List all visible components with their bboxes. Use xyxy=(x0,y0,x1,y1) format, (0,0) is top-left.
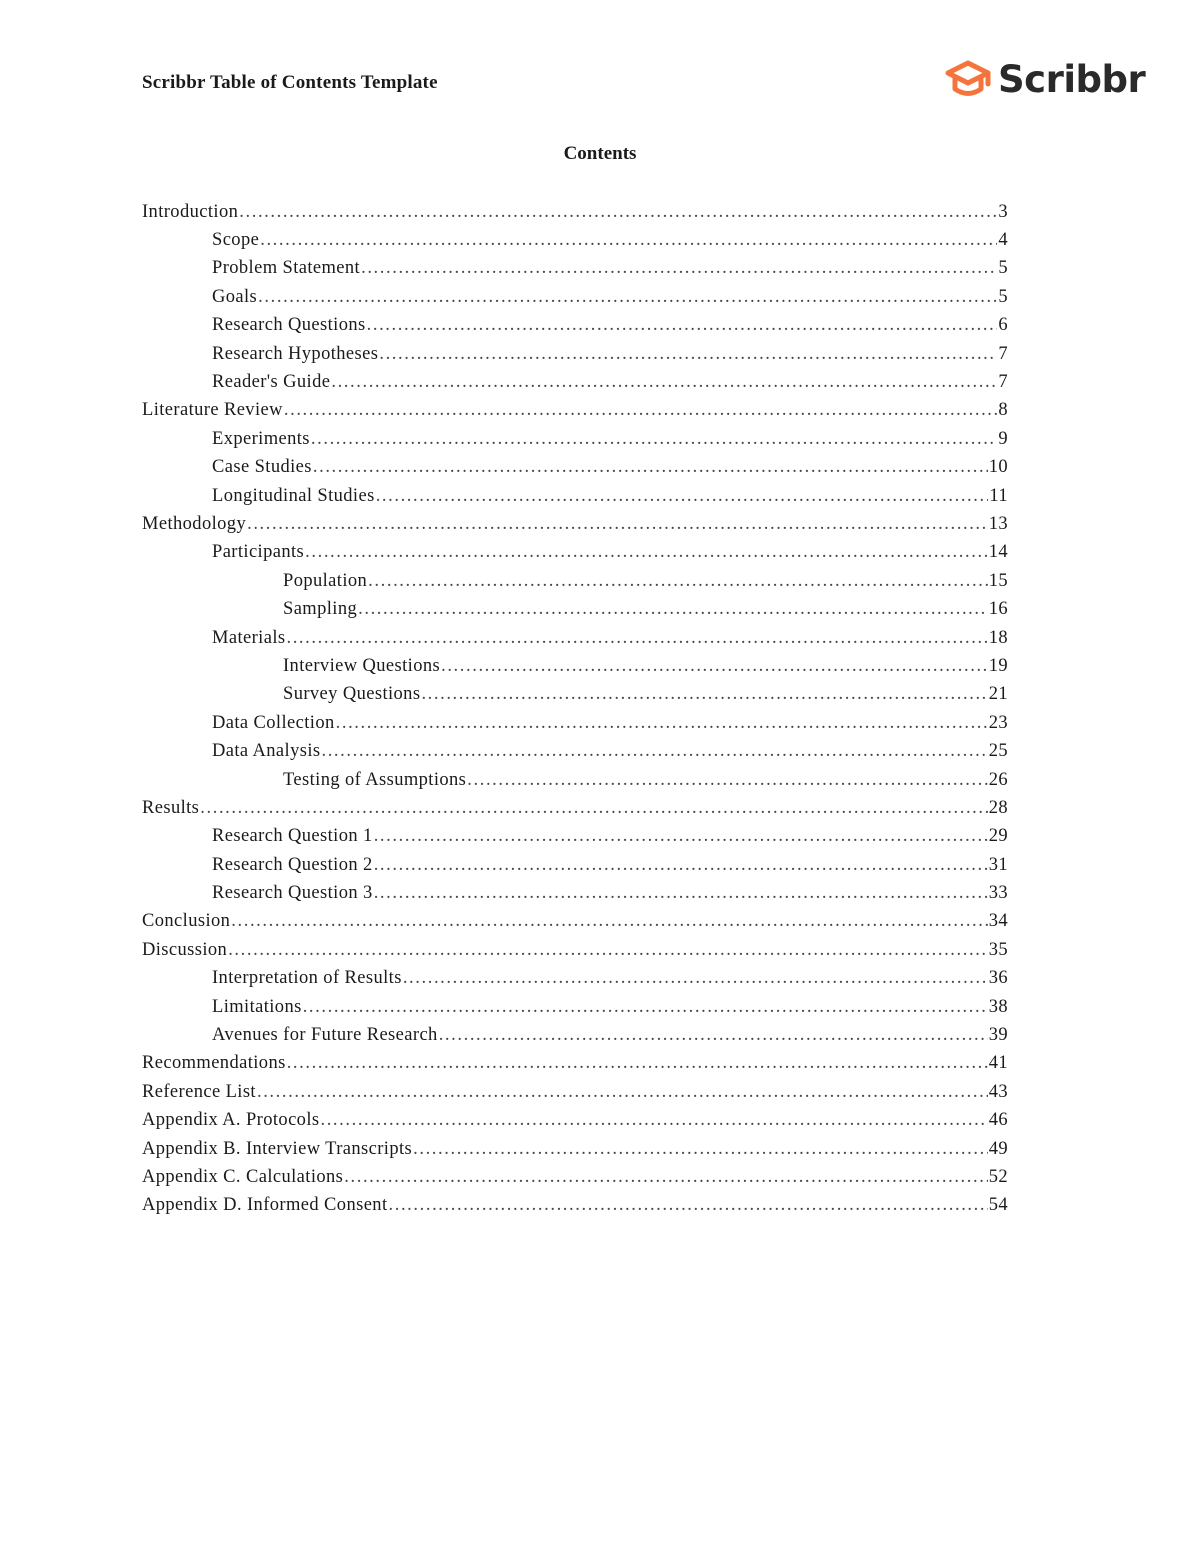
toc-entry-page: 39 xyxy=(988,1025,1008,1046)
toc-entry-page: 43 xyxy=(988,1081,1008,1102)
toc-entry-page: 49 xyxy=(988,1138,1008,1159)
toc-entry-title: Literature Review xyxy=(142,400,283,421)
toc-entry-title: Conclusion xyxy=(142,911,231,932)
toc-entry-title: Population xyxy=(283,570,368,591)
toc-entry-title: Goals xyxy=(212,286,258,307)
toc-entry-page: 18 xyxy=(988,627,1008,648)
toc-dot-leader xyxy=(258,287,997,308)
toc-entry[interactable] xyxy=(142,454,1008,482)
toc-entry-title: Introduction xyxy=(142,201,239,222)
toc-entry[interactable] xyxy=(142,226,1008,254)
toc-dot-leader xyxy=(376,486,989,507)
toc-entry-title: Participants xyxy=(212,542,305,563)
toc-entry[interactable] xyxy=(142,312,1008,340)
toc-dot-leader xyxy=(313,457,988,478)
toc-entry-title: Research Questions xyxy=(212,315,366,336)
toc-entry[interactable] xyxy=(142,482,1008,510)
toc-entry-page: 31 xyxy=(988,854,1008,875)
toc-entry-page: 38 xyxy=(988,996,1008,1017)
scribbr-logo xyxy=(944,58,1145,100)
toc-entry-title: Methodology xyxy=(142,513,247,534)
toc-entry-title: Interview Questions xyxy=(283,655,441,676)
toc-dot-leader xyxy=(374,855,988,876)
toc-dot-leader xyxy=(358,599,988,620)
toc-entry-title: Appendix B. Interview Transcripts xyxy=(142,1138,413,1159)
toc-entry[interactable] xyxy=(142,1078,1008,1106)
toc-entry-page: 9 xyxy=(998,428,1008,449)
toc-entry-title: Problem Statement xyxy=(212,258,361,279)
toc-entry-title: Discussion xyxy=(142,939,228,960)
toc-entry-title: Appendix D. Informed Consent xyxy=(142,1195,388,1216)
toc-entry[interactable] xyxy=(142,624,1008,652)
toc-entry-page: 21 xyxy=(988,684,1008,705)
document-header-title: Scribbr Table of Contents Template xyxy=(142,72,438,93)
toc-entry[interactable] xyxy=(142,908,1008,936)
logo-wordmark: Scribbr xyxy=(998,57,1146,101)
toc-entry-title: Data Analysis xyxy=(212,741,321,762)
toc-entry[interactable] xyxy=(142,425,1008,453)
toc-dot-leader xyxy=(439,1025,988,1046)
toc-entry-title: Recommendations xyxy=(142,1053,286,1074)
toc-entry-title: Interpretation of Results xyxy=(212,968,402,989)
toc-entry-title: Survey Questions xyxy=(283,684,421,705)
toc-dot-leader xyxy=(247,514,988,535)
toc-entry-page: 26 xyxy=(988,769,1008,790)
toc-entry[interactable] xyxy=(142,1163,1008,1191)
toc-entry[interactable] xyxy=(142,397,1008,425)
toc-entry-page: 15 xyxy=(988,570,1008,591)
toc-entry-page: 33 xyxy=(988,883,1008,904)
toc-entry[interactable] xyxy=(142,993,1008,1021)
toc-entry-page: 52 xyxy=(988,1166,1008,1187)
toc-dot-leader xyxy=(303,997,988,1018)
toc-dot-leader xyxy=(287,1053,988,1074)
toc-dot-leader xyxy=(260,230,997,251)
toc-dot-leader xyxy=(367,315,998,336)
toc-dot-leader xyxy=(311,429,997,450)
graduation-cap-icon xyxy=(944,58,992,100)
toc-entry[interactable] xyxy=(142,1135,1008,1163)
toc-entry-page: 23 xyxy=(988,712,1008,733)
toc-entry[interactable] xyxy=(142,1192,1008,1220)
toc-entry-page: 13 xyxy=(988,513,1008,534)
toc-entry[interactable] xyxy=(142,1021,1008,1049)
toc-entry-title: Experiments xyxy=(212,428,310,449)
toc-entry[interactable] xyxy=(142,965,1008,993)
toc-entry-page: 6 xyxy=(998,315,1008,336)
toc-entry-page: 46 xyxy=(988,1110,1008,1131)
toc-dot-leader xyxy=(421,684,987,705)
toc-entry-title: Research Hypotheses xyxy=(212,343,379,364)
toc-entry-page: 8 xyxy=(998,400,1008,421)
toc-entry-title: Testing of Assumptions xyxy=(283,769,467,790)
toc-entry-page: 3 xyxy=(998,201,1008,222)
toc-entry-page: 29 xyxy=(988,826,1008,847)
toc-entry-title: Reference List xyxy=(142,1081,256,1102)
toc-entry-page: 5 xyxy=(998,286,1008,307)
toc-entry[interactable] xyxy=(142,567,1008,595)
toc-entry[interactable] xyxy=(142,879,1008,907)
toc-entry[interactable] xyxy=(142,283,1008,311)
toc-entry-title: Appendix C. Calculations xyxy=(142,1166,344,1187)
toc-dot-leader xyxy=(374,826,988,847)
toc-dot-leader xyxy=(284,400,997,421)
toc-dot-leader xyxy=(361,258,997,279)
toc-entry-title: Sampling xyxy=(283,599,358,620)
toc-entry[interactable] xyxy=(142,1107,1008,1135)
toc-entry-page: 7 xyxy=(998,343,1008,364)
toc-dot-leader xyxy=(441,656,988,677)
toc-entry-page: 41 xyxy=(988,1053,1008,1074)
toc-entry-page: 14 xyxy=(988,542,1008,563)
toc-entry-title: Scope xyxy=(212,230,260,251)
toc-entry-title: Reader's Guide xyxy=(212,372,331,393)
toc-dot-leader xyxy=(200,798,987,819)
toc-entry[interactable] xyxy=(142,681,1008,709)
toc-entry[interactable] xyxy=(142,539,1008,567)
toc-entry[interactable] xyxy=(142,709,1008,737)
toc-entry-title: Avenues for Future Research xyxy=(212,1025,438,1046)
toc-entry-title: Research Question 1 xyxy=(212,826,373,847)
toc-dot-leader xyxy=(257,1082,988,1103)
toc-entry-title: Results xyxy=(142,797,200,818)
toc-entry[interactable] xyxy=(142,794,1008,822)
toc-entry-page: 4 xyxy=(998,230,1008,251)
toc-entry[interactable] xyxy=(142,936,1008,964)
toc-dot-leader xyxy=(379,344,997,365)
toc-dot-leader xyxy=(331,372,997,393)
toc-entry-page: 35 xyxy=(988,939,1008,960)
toc-entry-page: 10 xyxy=(988,457,1008,478)
toc-entry-title: Research Question 3 xyxy=(212,883,373,904)
toc-entry-title: Limitations xyxy=(212,996,302,1017)
toc-entry[interactable] xyxy=(142,652,1008,680)
toc-entry-page: 28 xyxy=(988,797,1008,818)
toc-entry[interactable] xyxy=(142,340,1008,368)
toc-entry[interactable] xyxy=(142,737,1008,765)
toc-dot-leader xyxy=(403,968,988,989)
toc-entry-page: 7 xyxy=(998,372,1008,393)
toc-dot-leader xyxy=(344,1167,987,1188)
toc-entry[interactable] xyxy=(142,595,1008,623)
toc-dot-leader xyxy=(467,770,987,791)
toc-entry-page: 54 xyxy=(988,1195,1008,1216)
table-of-contents xyxy=(142,198,1008,1220)
toc-entry-page: 19 xyxy=(988,655,1008,676)
toc-dot-leader xyxy=(321,741,987,762)
toc-dot-leader xyxy=(320,1110,987,1131)
toc-dot-leader xyxy=(239,202,997,223)
toc-entry[interactable] xyxy=(142,1050,1008,1078)
toc-dot-leader xyxy=(305,542,988,563)
toc-entry-page: 11 xyxy=(989,485,1008,506)
toc-entry-page: 5 xyxy=(998,258,1008,279)
toc-dot-leader xyxy=(228,940,987,961)
toc-entry-page: 34 xyxy=(988,911,1008,932)
toc-entry-page: 16 xyxy=(988,599,1008,620)
toc-dot-leader xyxy=(368,571,988,592)
toc-entry[interactable] xyxy=(142,198,1008,226)
toc-entry-title: Longitudinal Studies xyxy=(212,485,375,506)
toc-entry[interactable] xyxy=(142,823,1008,851)
toc-entry-title: Case Studies xyxy=(212,457,312,478)
toc-entry[interactable] xyxy=(142,851,1008,879)
toc-entry-title: Research Question 2 xyxy=(212,854,373,875)
contents-heading: Contents xyxy=(563,143,637,164)
toc-entry-title: Data Collection xyxy=(212,712,335,733)
toc-entry-title: Appendix A. Protocols xyxy=(142,1110,320,1131)
toc-dot-leader xyxy=(231,911,987,932)
toc-entry-page: 25 xyxy=(988,741,1008,762)
toc-entry[interactable] xyxy=(142,766,1008,794)
toc-entry[interactable] xyxy=(142,368,1008,396)
toc-dot-leader xyxy=(336,713,988,734)
toc-entry-page: 36 xyxy=(988,968,1008,989)
toc-entry-title: Materials xyxy=(212,627,286,648)
toc-entry[interactable] xyxy=(142,510,1008,538)
toc-entry[interactable] xyxy=(142,255,1008,283)
toc-dot-leader xyxy=(413,1139,988,1160)
toc-dot-leader xyxy=(389,1195,988,1216)
toc-dot-leader xyxy=(374,883,988,904)
toc-dot-leader xyxy=(286,628,987,649)
